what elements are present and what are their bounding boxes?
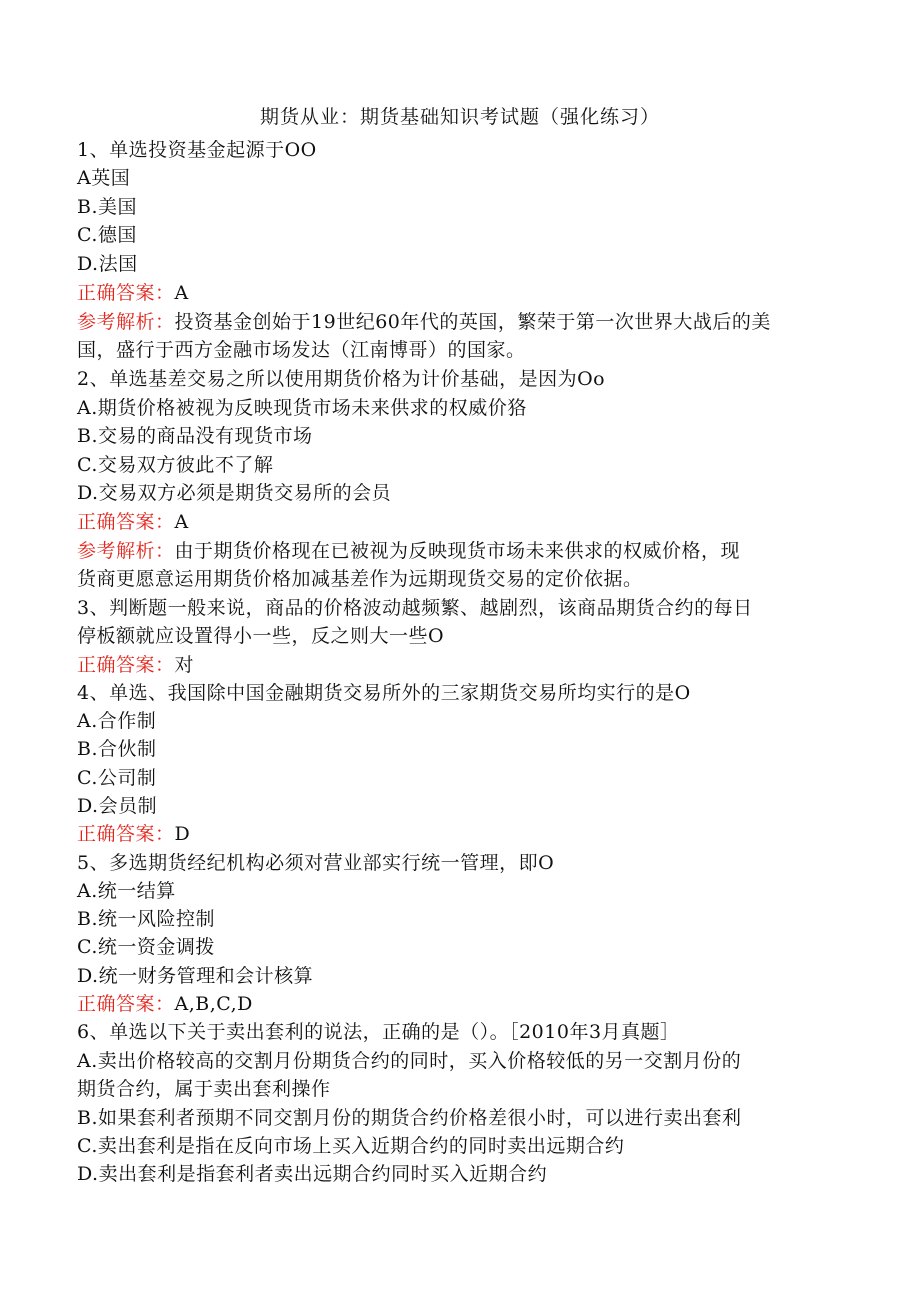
analysis-line [77,308,837,336]
option-item: B.如果套利者预期不同交割月份的期货合约价格差很小时，可以进行卖出套利 [77,1107,742,1129]
analysis-text: 货商更愿意运用期货价格加减基差作为远期现货交易的定价依据。 [77,568,643,590]
option-item: C.公司制 [77,767,157,789]
option-item: D.交易双方必须是期货交易所的会员 [77,482,392,504]
question-stem: 1、单选投资基金起源于OO [77,139,317,161]
answer-line [77,820,837,848]
answer-value: A [174,511,189,533]
answer-label: 正确答案： [77,282,175,304]
answer-line [77,990,837,1018]
option-item: A.卖出价格较高的交割月份期货合约的同时，买入价格较低的另一交割月份的 [77,1050,742,1072]
answer-label: 正确答案： [77,823,175,845]
option-item: A.合作制 [77,710,157,732]
option-item: A.期货价格被视为反映现货市场未来供求的权威价狢 [77,397,527,419]
option-item: C.统一资金调拨 [77,936,215,958]
option-item: B.美国 [77,196,138,218]
option-item: C.交易双方彼此不了解 [77,454,274,476]
option-item: D.卖出套利是指套利者卖出远期合约同时买入近期合约 [77,1163,548,1185]
question-stem: 停板额就应设置得小一些，反之则大一些O [77,625,445,647]
answer-value: D [174,823,191,845]
option-item: D.统一财务管理和会计核算 [77,965,314,987]
answer-label: 正确答案： [77,993,175,1015]
question-stem: 6、单选以下关于卖出套利的说法，正确的是（）。［2010年3月真题］ [77,1021,680,1043]
answer-line [77,508,837,536]
option-item: C.卖出套利是指在反向市场上买入近期合约的同时卖出远期合约 [77,1135,625,1157]
analysis-text: 由于期货价格现在已被视为反映现货市场未来供求的权威价格，现 [174,540,741,562]
option-item: B.合伙制 [77,738,157,760]
answer-label: 正确答案： [77,654,175,676]
question-stem: 4、单选、我国除中国金融期货交易所外的三家期货交易所均实行的是O [77,682,691,704]
question-stem: 3、判断题一般来说，商品的价格波动越频繁、越剧烈，该商品期货合约的每日 [77,597,753,619]
option-item: A英国 [77,167,131,189]
option-item: D.会员制 [77,795,158,817]
option-item: A.统一结算 [77,880,176,902]
answer-value: A,B,C,D [174,993,253,1015]
option-item: B.统一风险控制 [77,908,216,930]
question-stem: 5、多选期货经纪机构必须对营业部实行统一管理，即O [77,852,555,874]
option-item: B.交易的商品没有现货市场 [77,425,313,447]
answer-label: 正确答案： [77,511,175,533]
answer-line [77,651,837,679]
option-item: 期货合约，属于卖出套利操作 [77,1078,331,1100]
analysis-text: 国，盛行于西方金融市场发达（江南博哥）的国家。 [77,339,526,361]
question-stem: 2、单选基差交易之所以使用期货价格为计价基础，是因为Oo [77,368,606,390]
analysis-label: 参考解析： [77,311,175,333]
answer-value: A [174,282,189,304]
analysis-text: 投资基金创始于19世纪60年代的英国，繁荣于第一次世界大战后的美 [174,311,771,333]
option-item: C.德国 [77,224,137,246]
analysis-label: 参考解析： [77,540,175,562]
answer-value: 对 [174,654,195,676]
answer-line [77,279,837,307]
page-title: 期货从业：期货基础知识考试题（强化练习） [259,106,660,128]
analysis-line [77,537,837,565]
option-item: D.法国 [77,253,138,275]
